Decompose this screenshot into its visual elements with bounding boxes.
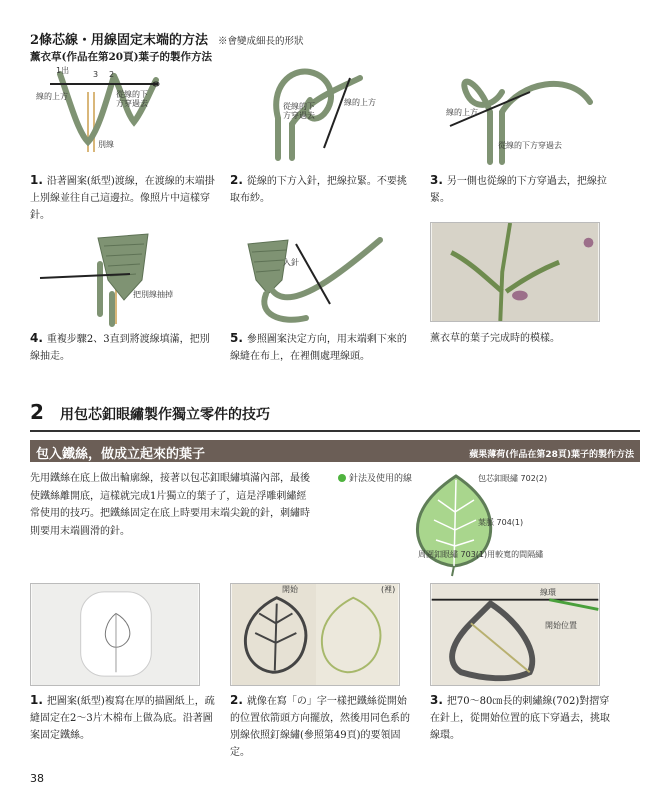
band-subtitle: 蘋果薄荷(作品在第28頁)葉子的製作方法	[469, 450, 634, 460]
photo-lavender-leaf	[430, 222, 600, 322]
label-3: 3	[93, 70, 99, 79]
step-b2: 2. 就像在寫「の」字一樣把鐵絲從開始的位置依箭頭方向擺放，然後用同色系的別線依照釘線繡(參照第49頁)的要領固定。	[230, 693, 410, 759]
section-title	[30, 29, 304, 48]
label-insert: 入針	[283, 258, 299, 267]
diagram-1	[30, 62, 210, 170]
step-1: 1. 沿著圖案(紙型)渡線，在渡線的末端掛上別線並往自己這邊拉。像照片中這樣穿針。	[30, 173, 215, 222]
legend-dot	[338, 474, 346, 482]
label-wire-loop: 線環	[540, 588, 556, 597]
step-3: 3. 另一側也從線的下方穿過去，把線拉緊。	[430, 173, 607, 205]
diagram-2	[230, 58, 410, 170]
step-4: 4. 重複步驟2、3直到將渡線填滿，把別線抽走。	[30, 331, 210, 363]
section-number: 2	[30, 400, 44, 424]
band-title: 包入鐵絲，做成立起來的葉子	[36, 447, 206, 462]
label-separate-thread: 別線	[98, 140, 114, 149]
step-2: 2. 從線的下方入針，把線拉緊。不要挑取布紗。	[230, 173, 407, 205]
step-b1: 1. 把圖案(紙型)複寫在厚的描圖紙上，疏縫固定在2～3片木棉布上做為底。沿著圖案固定鐵絲。	[30, 693, 215, 742]
photo-step-1	[30, 583, 200, 686]
label-above-3: 線的上方	[446, 108, 478, 117]
label-above: 線的上方	[36, 92, 68, 101]
label-2: 2	[109, 70, 115, 79]
label-start: 1出	[56, 66, 70, 75]
legend-label-1: 包芯釦眼繡 702(2)	[478, 474, 548, 483]
step-b3: 3. 把70～80㎝長的刺繡線(702)對摺穿在針上，從開始位置的底下穿過去，挑取線環。	[430, 693, 610, 742]
intro-text: 先用鐵絲在底上做出輪廓線，接著以包芯釦眼繡填滿內部，最後使鐵絲離開底，這樣就完成1片獨立的葉子了，這是浮雕刺繡經常使用的技巧。把鐵絲固定在底上時要用末端尖銳的針，刺繡時則要用末端圓滑的針。	[30, 473, 310, 537]
section-subtitle: 薰衣草(作品在第20頁)葉子的製作方法	[30, 51, 213, 63]
label-below-2: 從線的下方穿過去	[283, 102, 315, 121]
title-text: 2條芯線・用線固定末端的方法	[30, 33, 209, 48]
label-photo-start: 開始	[282, 585, 298, 594]
diagram-4	[30, 224, 210, 328]
section-2-title: 用包芯釦眼繡製作獨立零件的技巧	[60, 407, 270, 423]
label-start-position: 開始位置	[545, 621, 577, 630]
photo-caption: 薰衣草的葉子完成時的模樣。	[430, 333, 560, 344]
label-above-2: 線的上方	[344, 98, 376, 107]
label-pull-thread: 把別線抽掉	[133, 290, 173, 299]
divider	[30, 430, 640, 432]
title-note: ※會變成細長的形狀	[218, 36, 304, 47]
label-photo-back: (裡)	[381, 585, 396, 594]
legend-label-3: 周圍釦眼繡 703(1)用較寬的間隔繡	[418, 550, 544, 559]
diagram-5	[230, 224, 410, 328]
page-number: 38	[30, 772, 44, 785]
photo-step-3	[430, 583, 600, 686]
legend-title: 針法及使用的線	[338, 471, 412, 484]
photo-step-2	[230, 583, 400, 686]
label-below-3: 從線的下方穿過去	[498, 141, 562, 150]
label-below: 從線的下方穿過去	[116, 90, 148, 109]
legend-label-2: 葉脈 704(1)	[478, 518, 524, 527]
step-5: 5. 參照圖案決定方向，用末端剩下來的線縫在布上，在裡側處理線頭。	[230, 331, 407, 363]
